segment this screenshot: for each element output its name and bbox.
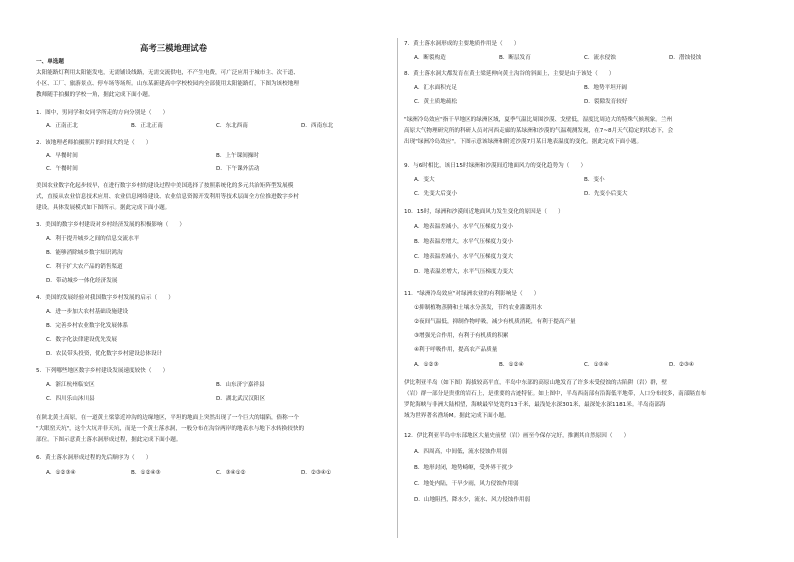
passage-line: 式，直接从农业信息技术应用、农业信息网络建设、农业信息资源开发利用等技术层面全方位推进数字乡村 bbox=[36, 194, 299, 200]
passage-line: "绿洲冷岛效应"指干旱地区的绿洲区域，夏季气温比周围沙漠、戈壁低，湿度比周边大的特殊气候现象。兰州 bbox=[404, 117, 673, 123]
option: C．①③④ bbox=[584, 362, 609, 368]
option: B．正北正南 bbox=[131, 123, 163, 129]
option: A．变大 bbox=[414, 177, 435, 183]
option: C．黄土质地疏松 bbox=[414, 99, 458, 105]
passage-line: 高原大气物理研究所的科研人员对河西走廊的某绿洲和沙漠的气温观测发现，在7~8月天气稳定的状态下，会 bbox=[404, 128, 674, 134]
passage-line: 建设。具体发展模式如下图所示。据此完成下面小题。 bbox=[36, 205, 171, 211]
passage-line: 小区、工厂、旅游景点、停车场等场所。山东某新建高中学校校园内全部使用太阳能路灯，下图为该校地理 bbox=[36, 81, 299, 87]
option-row bbox=[414, 177, 754, 184]
passage-line: 出现"绿洲冷岛效应"。下图示意该绿洲和附近沙漠7月某日地表温度的变化。据此完成下面小题。 bbox=[404, 139, 643, 145]
passage-line: 域为世界著名渔场M。据此完成下面小题。 bbox=[404, 413, 510, 419]
option: A．地表温差减小，水平气压梯度力变小 bbox=[414, 224, 513, 230]
option: D．裂隙发育较好 bbox=[584, 99, 628, 105]
option-row bbox=[46, 153, 386, 160]
passage-line: 在陕北黄土高原，在一道黄土梁靠近冲沟的边缘地区，平坦的地面上突然出现了一个巨大的塌陷，俗称一个 bbox=[36, 415, 299, 421]
option: C．地处内陆，干旱少雨，风力侵蚀作用弱 bbox=[414, 481, 519, 487]
option: C．流水侵蚀 bbox=[584, 55, 616, 61]
option: D．下午课外活动 bbox=[216, 166, 260, 172]
option: D．湖北武汉汉阳区 bbox=[216, 396, 266, 402]
option: B．地势平坦开阔 bbox=[584, 85, 627, 91]
statement: ②夜间气温低，抑制作物呼吸，减少有机质消耗，有利于提高产量 bbox=[414, 319, 576, 325]
option: B．能够消除城乡数字知识鸿沟 bbox=[46, 250, 123, 256]
option: C．午餐时间 bbox=[46, 166, 78, 172]
statement: ③增强光合作用，有利于有机质的积累 bbox=[414, 333, 509, 339]
option-row bbox=[46, 470, 386, 477]
question-stem: 12．伊比利亚半岛中东部地区大量史前壁（岩）画至今保存完好，推测其自然原因（ ） bbox=[404, 433, 630, 439]
option: B．地表温差增大，水平气压梯度力变小 bbox=[414, 239, 513, 245]
option: C．先变大后变小 bbox=[414, 191, 458, 197]
option-row bbox=[414, 191, 754, 198]
option: C．四川乐山沐川县 bbox=[46, 396, 95, 402]
option-row bbox=[46, 382, 386, 389]
question-stem: 7．黄土落水洞形成的主要地质作用是（ ） bbox=[404, 41, 520, 47]
option: B．上午课间操时 bbox=[216, 153, 259, 159]
option: C．东北西南 bbox=[216, 123, 248, 129]
passage-line: 教师随手拍摄的学校一角，据此完成下面小题。 bbox=[36, 92, 154, 98]
passage-line: 罗陀海峡与非洲大陆相望，海峡最窄处宽约13千米，最浅处水深301米，最深处水深1181米。半岛南部海 bbox=[404, 402, 666, 408]
option: D．西南东北 bbox=[301, 123, 334, 129]
option: C．③④①② bbox=[216, 470, 246, 476]
option: D．先变小后变大 bbox=[584, 191, 628, 197]
question-stem: 2．该地理老师拍摄照片的时间大约是（ ） bbox=[36, 140, 152, 146]
option: B．①②④③ bbox=[131, 470, 161, 476]
section-heading: 一、单选题 bbox=[36, 59, 64, 65]
option-row bbox=[46, 396, 386, 403]
option: A．正南正北 bbox=[46, 123, 78, 129]
option: B．完善乡村农业数字化发展体系 bbox=[46, 323, 129, 329]
question-stem: 5．下列哪些地区数字乡村建设发展速度较快（ ） bbox=[36, 368, 169, 374]
option: B．断层发育 bbox=[499, 55, 531, 61]
option: C．数字化法律建设优先发展 bbox=[46, 337, 118, 343]
option-row bbox=[414, 362, 754, 369]
question-stem: 6．黄土落水洞形成过程的先后顺序为（ ） bbox=[36, 455, 152, 461]
option: A．早餐时间 bbox=[46, 153, 78, 159]
passage-line: 太阳能路灯利用太阳能发电，无需铺设线路，无需交流供电，不产生电费，可广泛应用于城市主、次干道、 bbox=[36, 70, 299, 76]
option: A．利于提升城乡之间的信息交流水平 bbox=[46, 236, 140, 242]
option: A．四周高，中间低，流水侵蚀作用弱 bbox=[414, 449, 508, 455]
option: C．地表温差减小，水平气压梯度力变大 bbox=[414, 254, 514, 260]
option: D．带动城乡一体化经济发展 bbox=[46, 278, 118, 284]
option-row bbox=[414, 85, 754, 92]
option-row bbox=[46, 166, 386, 173]
option: B．①②④ bbox=[499, 362, 524, 368]
option: C．利于扩大农产品的销售渠道 bbox=[46, 264, 123, 270]
question-stem: 1．图中，男同学和女同学所走的方向分别是（ ） bbox=[36, 110, 169, 116]
option: B．山东济宁嘉祥县 bbox=[216, 382, 265, 388]
option: A．断裂构造 bbox=[414, 55, 446, 61]
passage-line: 部位。下图示意黄土落水洞形成过程，据此完成下面小题。 bbox=[36, 437, 182, 443]
option: D．潜蚀侵蚀 bbox=[669, 55, 702, 61]
option: D．地表温差增大，水平气压梯度力变大 bbox=[414, 269, 514, 275]
option: D．②③④ bbox=[669, 362, 694, 368]
question-stem: 10．15时，绿洲和沙漠间近地面风力发生变化的原因是（ ） bbox=[404, 209, 564, 215]
question-stem: 3．美国的数字乡村建设对乡村经济发展的积极影响（ ） bbox=[36, 222, 185, 228]
question-stem: 8．黄土落水洞大都发育在黄土梁延伸向黄土沟谷的斜面上，主要是由于该处（ ） bbox=[404, 71, 615, 77]
option: A．进一步加大农村基础设施建设 bbox=[46, 309, 129, 315]
option: D．②③④① bbox=[301, 470, 331, 476]
passage-line: 伊比利亚半岛（如下图）海拔较高平直，半岛中东部的高原山地发育了许多未受侵蚀的古陷阱（岩）群，壁 bbox=[404, 380, 667, 386]
passage-line: "大眼窑天坑"，这个大坑并非天坑，而是一个黄土落水洞，一般分布在沟谷两岸的地表水与地下水转换较快的 bbox=[36, 426, 305, 432]
option: D．山地阻挡，降水少，流水、风力侵蚀作用弱 bbox=[414, 497, 531, 503]
page-title: 高考三模地理试卷 bbox=[140, 43, 207, 53]
passage-line: 美国农业数字化起步较早，在进行数字乡村的建设过程中美国选择了按照系统化的多元共治矩阵型发展模 bbox=[36, 183, 294, 189]
question-stem: 11．"绿洲冷岛效应"对绿洲农业的有利影响是（ ） bbox=[404, 291, 540, 297]
column-divider bbox=[397, 38, 398, 538]
option-row bbox=[414, 99, 754, 106]
option: A．①②③ bbox=[414, 362, 439, 368]
option: A．浙江杭州临安区 bbox=[46, 382, 95, 388]
statement: ①抑制植物蒸腾和土壤水分蒸发，节约农业灌溉用水 bbox=[414, 305, 543, 311]
option: A．汇水面积充足 bbox=[414, 85, 457, 91]
question-stem: 9．与6时相比，该日15时绿洲和沙漠间近地面风力的变化趋势为（ ） bbox=[404, 163, 587, 169]
option-row bbox=[46, 123, 386, 130]
question-stem: 4．美国的发展经验对我国数字乡村发展的启示（ ） bbox=[36, 295, 174, 301]
option: B．地形封闭，地势崎岖，受外界干扰少 bbox=[414, 465, 513, 471]
option: A．①②③④ bbox=[46, 470, 76, 476]
option: B．变小 bbox=[584, 177, 605, 183]
option-row bbox=[414, 55, 754, 62]
passage-line: （岩）群一部分是贵重的岩石上，是重要的古迹特征。如上图中，半岛西南部有沿海低平地带，人口分布较多，南部隔直布 bbox=[404, 391, 707, 397]
statement: ④利于呼吸作用，提高农产品质量 bbox=[414, 347, 498, 353]
option: D．农民带头投资，优化数字乡村建设总体设计 bbox=[46, 351, 163, 357]
